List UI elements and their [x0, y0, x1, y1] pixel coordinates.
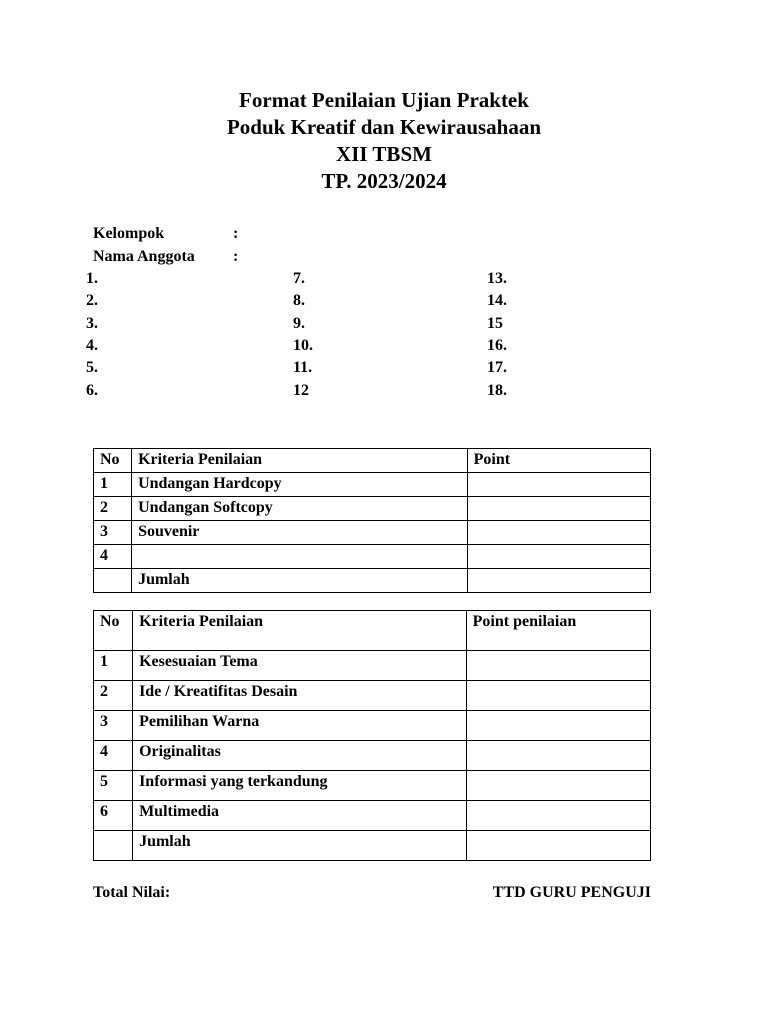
header-cell: No [94, 449, 132, 473]
point-cell [467, 497, 650, 521]
member-number: 1. [86, 270, 98, 287]
point-cell [467, 473, 650, 497]
row-number-cell: 1 [94, 473, 132, 497]
table-total-row [94, 831, 651, 861]
row-number-cell [94, 569, 132, 593]
total-score-label: Total Nilai: [93, 884, 171, 901]
anggota-colon: : [233, 248, 239, 265]
total-label-cell: Jumlah [133, 831, 467, 861]
header-cell: Kriteria Penilaian [133, 611, 467, 651]
row-number-cell: 1 [94, 651, 133, 681]
table-total-row [94, 569, 651, 593]
row-number-cell: 5 [94, 771, 133, 801]
member-number: 16. [487, 337, 507, 354]
member-number: 5. [86, 359, 98, 376]
criteria-table-1 [93, 448, 651, 593]
row-number-cell: 2 [94, 681, 133, 711]
row-number-cell: 3 [94, 711, 133, 741]
member-number: 13. [487, 270, 507, 287]
table-row [94, 711, 651, 741]
point-cell [467, 545, 650, 569]
header-cell: Point penilaian [466, 611, 650, 651]
kelompok-label: Kelompok [93, 225, 165, 242]
member-number: 15 [487, 315, 503, 332]
document-title [0, 87, 768, 195]
total-point-cell [466, 831, 650, 861]
member-number: 9. [293, 315, 305, 332]
member-number: 3. [86, 315, 98, 332]
total-label-cell: Jumlah [132, 569, 468, 593]
criteria-cell: Undangan Hardcopy [132, 473, 468, 497]
row-number-cell: 3 [94, 521, 132, 545]
row-number-cell: 2 [94, 497, 132, 521]
point-cell [466, 741, 650, 771]
member-number: 12 [293, 382, 309, 399]
anggota-label: Nama Anggota [93, 248, 195, 265]
member-number: 2. [86, 292, 98, 309]
criteria-cell: Undangan Softcopy [132, 497, 468, 521]
table-row [94, 545, 651, 569]
header-cell: Kriteria Penilaian [132, 449, 468, 473]
point-cell [466, 711, 650, 741]
title-line-2: Poduk Kreatif dan Kewirausahaan [226, 115, 542, 139]
title-line-3: XII TBSM [336, 142, 432, 166]
point-cell [467, 521, 650, 545]
table-row [94, 651, 651, 681]
member-number: 4. [86, 337, 98, 354]
kelompok-colon: : [233, 225, 239, 242]
table-row [94, 801, 651, 831]
table-row [94, 681, 651, 711]
member-number: 18. [487, 382, 507, 399]
table-row [94, 473, 651, 497]
criteria-cell: Multimedia [133, 801, 467, 831]
title-line-1: Format Penilaian Ujian Praktek [239, 88, 529, 112]
criteria-table-2 [93, 610, 651, 861]
table-header-row [94, 449, 651, 473]
header-cell: Point [467, 449, 650, 473]
point-cell [466, 801, 650, 831]
member-number: 8. [293, 292, 305, 309]
member-number: 7. [293, 270, 305, 287]
point-cell [466, 681, 650, 711]
member-number: 17. [487, 359, 507, 376]
header-cell: No [94, 611, 133, 651]
criteria-cell: Pemilihan Warna [133, 711, 467, 741]
criteria-cell: Ide / Kreatifitas Desain [133, 681, 467, 711]
criteria-cell: Informasi yang terkandung [133, 771, 467, 801]
criteria-cell: Originalitas [133, 741, 467, 771]
table-row [94, 771, 651, 801]
point-cell [466, 771, 650, 801]
member-number: 14. [487, 292, 507, 309]
title-line-4: TP. 2023/2024 [321, 169, 447, 193]
member-number: 10. [293, 337, 313, 354]
row-number-cell [94, 831, 133, 861]
criteria-cell: Souvenir [132, 521, 468, 545]
member-number: 11. [293, 359, 313, 376]
table-row [94, 497, 651, 521]
row-number-cell: 4 [94, 741, 133, 771]
row-number-cell: 4 [94, 545, 132, 569]
member-number: 6. [86, 382, 98, 399]
table-header-row [94, 611, 651, 651]
anggota-field [93, 247, 238, 267]
criteria-cell [132, 545, 468, 569]
examiner-signature-label: TTD GURU PENGUJI [492, 884, 651, 901]
table-row [94, 741, 651, 771]
criteria-cell: Kesesuaian Tema [133, 651, 467, 681]
kelompok-field [93, 224, 238, 244]
table-row [94, 521, 651, 545]
row-number-cell: 6 [94, 801, 133, 831]
point-cell [466, 651, 650, 681]
total-point-cell [467, 569, 650, 593]
